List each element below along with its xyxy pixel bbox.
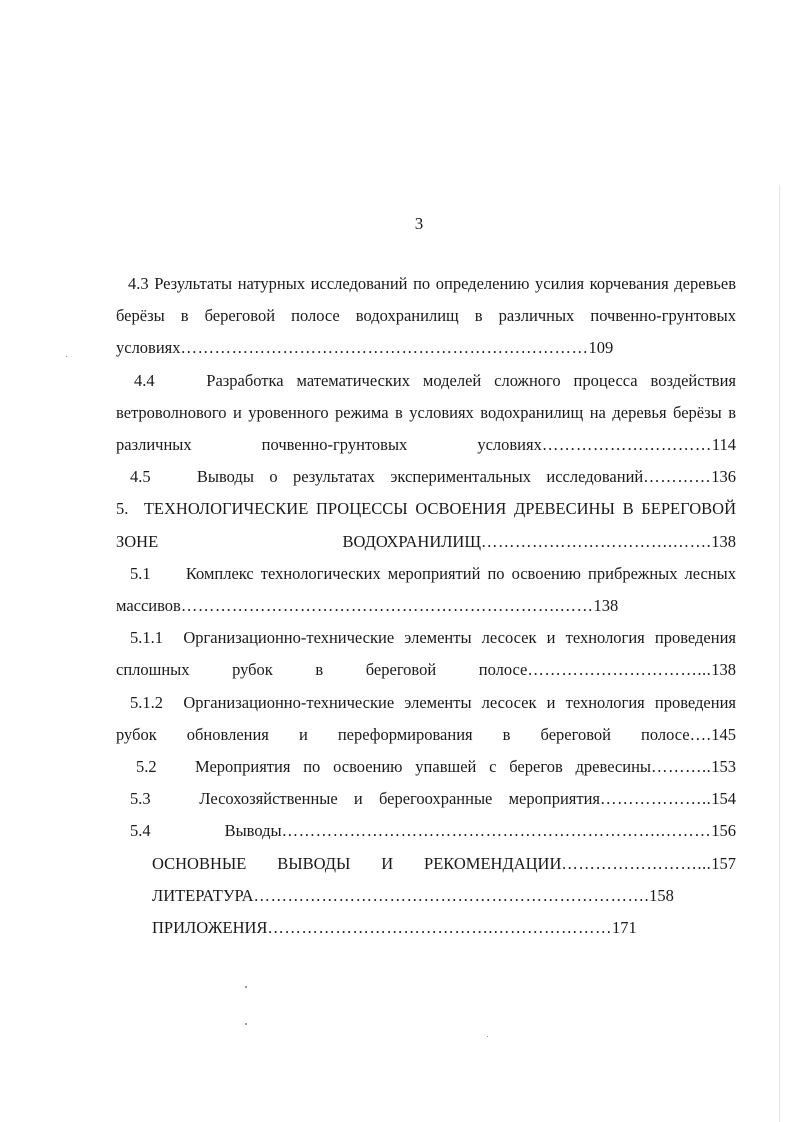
toc-entry-label: 4.5 Выводы о результатах экспериментальных исследований bbox=[130, 467, 644, 487]
toc-entry-page: 109 bbox=[588, 338, 614, 358]
toc-entry-leader: ……………………... bbox=[561, 853, 712, 873]
toc-entry-label: 5.1.2 Организационно-технические элементы лесосек и технология проведения рубок обновления и переформирования в береговой полосе bbox=[116, 692, 736, 744]
toc-entry-page: 154 bbox=[711, 789, 736, 809]
toc-entry-page: 145 bbox=[711, 724, 736, 744]
scan-edge-line bbox=[779, 185, 780, 1122]
toc-entry-label: 5.1 Комплекс технологических мероприятий по освоению прибрежных лесных массивов bbox=[116, 563, 736, 616]
page-number: 3 bbox=[414, 214, 424, 233]
toc-entry-appendices bbox=[116, 912, 736, 944]
toc-entry-leader: ………………………………………………………….…… bbox=[180, 596, 594, 616]
scan-speck bbox=[245, 1023, 247, 1025]
scan-speck bbox=[245, 986, 247, 988]
toc-entry-5-1 bbox=[116, 558, 736, 622]
toc-entry-label: 5. ТЕХНОЛОГИЧЕСКИЕ ПРОЦЕССЫ ОСВОЕНИЯ ДРЕВЕСИНЫ В БЕРЕГОВОЙ ЗОНЕ ВОДОХРАНИЛИЩ bbox=[116, 499, 736, 551]
toc-entry-leader: ………………………………………………………….……… bbox=[281, 821, 712, 841]
toc-entry-page: 156 bbox=[711, 821, 736, 841]
toc-entry-5-3 bbox=[116, 783, 736, 815]
toc-entry-literature bbox=[116, 880, 736, 912]
scan-speck bbox=[487, 1036, 488, 1037]
toc-entry-4-3 bbox=[116, 268, 736, 365]
toc-entry-page: 138 bbox=[711, 660, 736, 680]
toc-entry-leader: ………………………………….………………… bbox=[267, 918, 613, 938]
toc-entry-leader: ……………….. bbox=[600, 789, 712, 809]
toc-entry-leader: ……………………………………………………………. bbox=[253, 885, 650, 905]
toc-entry-label: 4.3 Результаты натурных исследований по определению усилия корчевания деревьев берёзы в береговой полосе водохранилищ в различных почвенно-грунтовых условиях bbox=[116, 274, 736, 358]
toc-entry-5-4 bbox=[116, 815, 736, 847]
table-of-contents bbox=[116, 268, 736, 944]
scan-speck bbox=[66, 356, 67, 357]
toc-entry-leader: ………… bbox=[643, 467, 712, 487]
toc-entry-conclusions bbox=[116, 848, 736, 880]
toc-entry-leader: ……………………………………………………………… bbox=[180, 338, 589, 358]
toc-entry-page: 158 bbox=[649, 885, 674, 905]
toc-entry-page: 171 bbox=[612, 918, 637, 938]
toc-entry-leader: …………………………….……. bbox=[481, 531, 712, 551]
toc-entry-label: ОСНОВНЫЕ ВЫВОДЫ И РЕКОМЕНДАЦИИ bbox=[152, 853, 562, 873]
toc-entry-label: ПРИЛОЖЕНИЯ bbox=[152, 918, 268, 938]
toc-entry-page: 138 bbox=[593, 596, 619, 616]
toc-entry-page: 157 bbox=[711, 853, 736, 873]
toc-entry-label: ЛИТЕРАТУРА bbox=[152, 885, 254, 905]
toc-entry-label: 5.3 Лесохозяйственные и берегоохранные мероприятия bbox=[130, 789, 600, 809]
toc-entry-label: 5.4 Выводы bbox=[130, 821, 282, 841]
toc-entry-page: 153 bbox=[711, 757, 736, 777]
toc-entry-5-2 bbox=[116, 751, 736, 783]
toc-entry-page: 136 bbox=[711, 467, 736, 487]
toc-entry-leader: …. bbox=[689, 724, 712, 744]
toc-entry-label: 5.2 Мероприятия по освоению упавшей с берегов древесины bbox=[136, 757, 651, 777]
toc-entry-4-5 bbox=[116, 461, 736, 493]
toc-entry-leader: …………………………... bbox=[527, 660, 712, 680]
toc-entry-leader: ……….. bbox=[651, 757, 712, 777]
toc-entry-4-4 bbox=[116, 365, 736, 462]
toc-entry-label: 4.4 Разработка математических моделей сложного процесса воздействия ветроволнового и уровенного режима в условиях водохранилищ на деревья берёзы в различных почвенно-грунтовых условиях bbox=[116, 370, 736, 455]
toc-entry-5 bbox=[116, 493, 736, 557]
toc-entry-page: 138 bbox=[711, 531, 736, 551]
toc-entry-5-1-2 bbox=[116, 687, 736, 751]
toc-entry-page: 114 bbox=[711, 435, 736, 455]
toc-entry-5-1-1 bbox=[116, 622, 736, 686]
toc-entry-label: 5.1.1 Организационно-технические элементы лесосек и технология проведения сплошных рубок в береговой полосе bbox=[116, 628, 736, 680]
toc-entry-leader: ………………………… bbox=[541, 435, 712, 455]
